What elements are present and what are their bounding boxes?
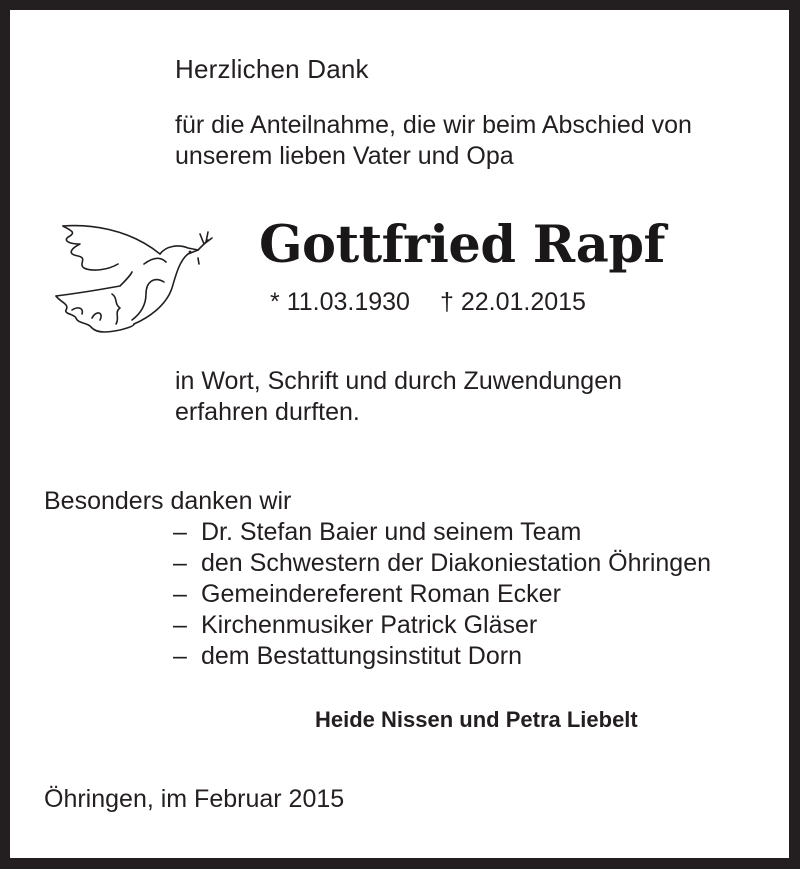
dash-icon: –	[173, 518, 187, 546]
intro-line-1: für die Anteilnahme, die wir beim Abschied von	[175, 111, 692, 139]
thanks-item	[173, 610, 711, 641]
thanks-item	[173, 641, 711, 672]
dash-icon: –	[173, 642, 187, 670]
intro-line-2: unserem lieben Vater und Opa	[175, 142, 514, 170]
thanks-heading: Besonders danken wir	[44, 487, 292, 515]
thanks-list	[173, 517, 711, 672]
thanks-item	[173, 548, 711, 579]
obituary-notice	[10, 10, 789, 858]
body-line-2: erfahren durften.	[175, 398, 360, 426]
life-dates	[270, 288, 586, 317]
death-cross-icon: †	[439, 288, 454, 316]
deceased-name: Gottfried Rapf	[259, 215, 665, 275]
thanks-item-text: Kirchenmusiker Patrick Gläser	[201, 611, 538, 639]
thanks-item-text: Gemeindereferent Roman Ecker	[201, 580, 561, 608]
birth-symbol: *	[270, 288, 280, 316]
thanks-item-text: Dr. Stefan Baier und seinem Team	[201, 518, 582, 546]
dash-icon: –	[173, 549, 187, 577]
dash-icon: –	[173, 611, 187, 639]
dash-icon: –	[173, 580, 187, 608]
dove-with-olive-branch-icon	[48, 214, 218, 344]
place-and-date: Öhringen, im Februar 2015	[44, 785, 345, 813]
body-line-1: in Wort, Schrift und durch Zuwendungen	[175, 367, 623, 395]
thanks-item	[173, 579, 711, 610]
thanks-item-text: dem Bestattungsinstitut Dorn	[201, 642, 522, 670]
thanks-item	[173, 517, 711, 548]
birth-date: 11.03.1930	[286, 288, 410, 316]
notice-title: Herzlichen Dank	[175, 54, 369, 84]
death-date: 22.01.2015	[460, 288, 586, 316]
signature: Heide Nissen und Petra Liebelt	[315, 707, 638, 732]
thanks-item-text: den Schwestern der Diakoniestation Öhringen	[201, 549, 712, 577]
